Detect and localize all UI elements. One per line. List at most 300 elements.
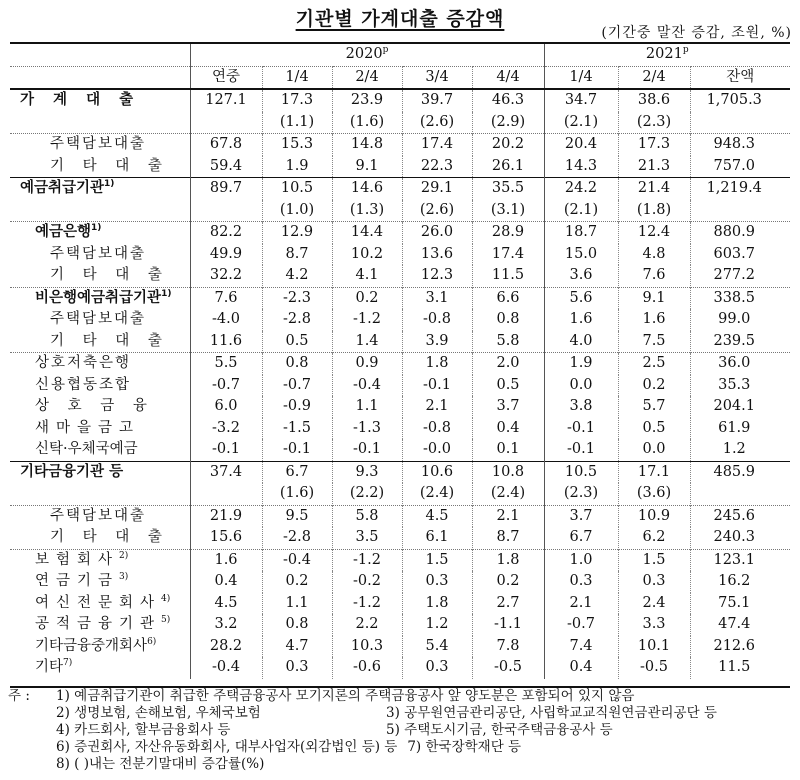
table-row — [10, 156, 790, 178]
cell-value: 12.4 — [618, 222, 690, 244]
col-annual: 연중 — [190, 66, 262, 89]
cell-value: 59.4 — [190, 156, 262, 178]
cell-value: -1.2 — [332, 549, 402, 571]
cell-value: 1.5 — [402, 549, 472, 571]
cell-value: 1.6 — [190, 549, 262, 571]
cell-value: 4.2 — [262, 265, 332, 287]
cell-value: 21.9 — [190, 505, 262, 527]
col-2020-q2: 2/4 — [332, 66, 402, 89]
cell-value: 0.5 — [262, 331, 332, 353]
cell-value: 6.1 — [402, 527, 472, 549]
header-blank — [10, 43, 190, 66]
cell-value: 39.7 — [402, 89, 472, 112]
cell-value: 28.2 — [190, 636, 262, 658]
row-label: 기 타 대 출 — [50, 157, 169, 174]
cell-value: 11.6 — [190, 331, 262, 353]
cell-value: 24.2 — [544, 178, 618, 200]
cell-value: 10.9 — [618, 505, 690, 527]
cell-value: 37.4 — [190, 461, 262, 483]
cell-value: 17.3 — [618, 134, 690, 156]
table-row — [10, 134, 790, 156]
cell-value: -0.4 — [262, 549, 332, 571]
cell-value: 32.2 — [190, 265, 262, 287]
cell-value: 0.3 — [544, 571, 618, 593]
cell-value: 0.2 — [618, 375, 690, 397]
cell-value: 9.3 — [332, 461, 402, 483]
cell-growth-rate: (2.6) — [402, 200, 472, 222]
cell-value: 11.5 — [472, 265, 544, 287]
cell-value: 1.9 — [544, 353, 618, 375]
table-row — [10, 549, 790, 571]
cell-value: 10.8 — [472, 461, 544, 483]
cell-growth-rate: (3.6) — [618, 483, 690, 505]
cell-value: 1.5 — [618, 549, 690, 571]
cell-value: 5.6 — [544, 287, 618, 309]
cell-value: -1.1 — [472, 614, 544, 636]
cell-value: 245.6 — [690, 505, 790, 527]
cell-value: 21.4 — [618, 178, 690, 200]
cell-value: -2.8 — [262, 309, 332, 331]
table-row — [10, 571, 790, 593]
cell-value: 3.2 — [190, 614, 262, 636]
cell-value: 14.3 — [544, 156, 618, 178]
cell-value: 0.0 — [618, 439, 690, 461]
footnote-7: 7) 한국장학재단 등 — [407, 739, 522, 755]
cell-value: 0.8 — [262, 614, 332, 636]
cell-value: 15.6 — [190, 527, 262, 549]
cell-value: 75.1 — [690, 593, 790, 615]
cell-value: 5.8 — [472, 331, 544, 353]
cell-growth-rate: (2.2) — [332, 483, 402, 505]
table-row — [10, 178, 790, 200]
cell-value: 127.1 — [190, 89, 262, 112]
cell-value: 277.2 — [690, 265, 790, 287]
cell-value: -1.2 — [332, 593, 402, 615]
cell-value: 6.2 — [618, 527, 690, 549]
row-label: 상호저축은행 — [10, 353, 190, 375]
footnote-2: 2) 생명보험, 손해보험, 우체국보험 — [56, 705, 261, 721]
cell-value: 948.3 — [690, 134, 790, 156]
row-label: 예금취급기관$^{1)}$ — [10, 178, 190, 200]
cell-value: -0.6 — [332, 657, 402, 679]
table-row — [10, 309, 790, 331]
cell-value: -0.8 — [402, 418, 472, 440]
cell-value: -0.8 — [402, 309, 472, 331]
cell-value: -0.5 — [472, 657, 544, 679]
table-row — [10, 396, 790, 418]
cell-value: -0.1 — [402, 375, 472, 397]
cell-value: 1.4 — [332, 331, 402, 353]
cell-growth-rate: (1.6) — [262, 483, 332, 505]
row-label: 기 타 대 출 — [50, 332, 169, 349]
cell-value: 99.0 — [690, 309, 790, 331]
cell-value: 2.1 — [544, 593, 618, 615]
col-2021-q1: 1/4 — [544, 66, 618, 89]
cell-value: 1.0 — [544, 549, 618, 571]
cell-value: 204.1 — [690, 396, 790, 418]
cell-value: -0.0 — [402, 439, 472, 461]
cell-value: 2.1 — [402, 396, 472, 418]
row-label: 연금기금$^{3)}$ — [35, 572, 129, 589]
cell-value: 26.0 — [402, 222, 472, 244]
row-label: 기 타 대 출 — [50, 267, 169, 283]
cell-value: 5.4 — [402, 636, 472, 658]
cell-value: -0.1 — [544, 418, 618, 440]
cell-value: 2.4 — [618, 593, 690, 615]
row-label: 예금은행$^{1)}$ — [10, 222, 190, 244]
cell-value: 35.3 — [690, 375, 790, 397]
cell-value: 1,705.3 — [690, 89, 790, 112]
cell-value: -0.1 — [190, 439, 262, 461]
table-row — [10, 353, 790, 375]
footnote-6: 6) 증권회사, 자산유동화회사, 대부사업자(외감법인 등) 등 — [56, 739, 398, 755]
cell-growth-rate: (2.3) — [544, 483, 618, 505]
row-label: 기 타 대 출 — [50, 529, 169, 545]
cell-value: 5.8 — [332, 505, 402, 527]
footnote-ref: 1) — [161, 288, 172, 299]
cell-value: 0.3 — [402, 657, 472, 679]
cell-growth-rate: (2.4) — [402, 483, 472, 505]
cell-value: 1.6 — [544, 309, 618, 331]
cell-value: 0.2 — [472, 571, 544, 593]
cell-value: 1.9 — [262, 156, 332, 178]
growth-rate-row — [10, 112, 790, 134]
header-year-row — [10, 43, 790, 66]
cell-value: 0.3 — [262, 657, 332, 679]
footnote-ref: 2) — [119, 550, 129, 561]
cell-value: -0.9 — [262, 396, 332, 418]
table-row — [10, 636, 790, 658]
footnote-ref: 4) — [161, 593, 171, 604]
cell-value: 0.0 — [544, 375, 618, 397]
cell-value: 0.5 — [472, 375, 544, 397]
cell-value: 20.4 — [544, 134, 618, 156]
cell-value: 3.5 — [332, 527, 402, 549]
header-year-2020: 2020$^p$ — [190, 43, 544, 66]
cell-value: 3.6 — [544, 265, 618, 287]
household-loan-table — [10, 42, 790, 679]
cell-value: -0.2 — [332, 571, 402, 593]
cell-value: 61.9 — [690, 418, 790, 440]
cell-growth-rate: (1.3) — [332, 200, 402, 222]
footnote-5: 5) 주택도시기금, 한국주택금융공사 등 — [386, 722, 613, 738]
cell-value: 9.1 — [618, 287, 690, 309]
table-row — [10, 89, 790, 112]
cell-value: 12.9 — [262, 222, 332, 244]
cell-value: 47.4 — [690, 614, 790, 636]
cell-value: 15.3 — [262, 134, 332, 156]
footnote-ref: 5) — [161, 615, 171, 625]
row-label: 여신전문회사$^{4)}$ — [35, 593, 171, 611]
cell-value: 20.2 — [472, 134, 544, 156]
cell-value: 38.6 — [618, 89, 690, 112]
cell-value: 13.6 — [402, 244, 472, 266]
cell-value: -0.5 — [618, 657, 690, 679]
row-label: 주택담보대출 — [50, 245, 147, 262]
row-label: 공적금융기관$^{5)}$ — [35, 615, 171, 632]
cell-value: 7.6 — [618, 265, 690, 287]
table-row — [10, 418, 790, 440]
cell-value: 8.7 — [472, 527, 544, 549]
cell-value: -0.1 — [332, 439, 402, 461]
cell-value: 2.1 — [472, 505, 544, 527]
cell-value: 15.0 — [544, 244, 618, 266]
cell-value: 2.7 — [472, 593, 544, 615]
cell-value: 0.8 — [262, 353, 332, 375]
cell-growth-rate: (2.4) — [472, 483, 544, 505]
footnote-ref: 3) — [119, 572, 129, 582]
table-row — [10, 505, 790, 527]
cell-value: 4.5 — [190, 593, 262, 615]
cell-growth-rate: (1.0) — [262, 200, 332, 222]
cell-value: 3.9 — [402, 331, 472, 353]
cell-value: 12.3 — [402, 265, 472, 287]
footnote-ref: 6) — [147, 636, 157, 647]
cell-value: 29.1 — [402, 178, 472, 200]
cell-value: 3.3 — [618, 614, 690, 636]
table-row — [10, 331, 790, 353]
cell-value: 338.5 — [690, 287, 790, 309]
cell-growth-rate: (2.1) — [544, 200, 618, 222]
table-row — [10, 614, 790, 636]
table-row — [10, 439, 790, 461]
cell-value: 0.4 — [472, 418, 544, 440]
table-row — [10, 657, 790, 679]
row-label: 주택담보대출 — [10, 505, 190, 527]
cell-value: 5.7 — [618, 396, 690, 418]
footnote-4: 4) 카드회사, 할부금융회사 등 — [56, 722, 231, 738]
row-label: 주택담보대출 — [50, 311, 147, 327]
col-2020-q4: 4/4 — [472, 66, 544, 89]
cell-growth-rate: (3.1) — [472, 200, 544, 222]
col-2020-q3: 3/4 — [402, 66, 472, 89]
cell-value: 6.7 — [262, 461, 332, 483]
row-label: 비은행예금취급기관$^{1)}$ — [10, 287, 190, 309]
cell-value: 0.2 — [262, 571, 332, 593]
cell-value: 8.7 — [262, 244, 332, 266]
cell-value: -2.3 — [262, 287, 332, 309]
cell-value: 7.6 — [190, 287, 262, 309]
cell-value: 82.2 — [190, 222, 262, 244]
growth-rate-row — [10, 483, 790, 505]
cell-value: -1.3 — [332, 418, 402, 440]
cell-value: 23.9 — [332, 89, 402, 112]
footnote-ref: 1) — [104, 179, 115, 189]
cell-value: 22.3 — [402, 156, 472, 178]
cell-growth-rate: (2.6) — [402, 112, 472, 134]
cell-value: 0.9 — [332, 353, 402, 375]
cell-value: -0.4 — [332, 375, 402, 397]
footnote-3: 3) 공무원연금관리공단, 사립학교교직원연금관리공단 등 — [386, 705, 717, 721]
table-row — [10, 244, 790, 266]
cell-value: 1.8 — [402, 353, 472, 375]
cell-value: 603.7 — [690, 244, 790, 266]
cell-value: 21.3 — [618, 156, 690, 178]
cell-value: 2.0 — [472, 353, 544, 375]
cell-value: 10.5 — [262, 178, 332, 200]
cell-value: 0.4 — [544, 657, 618, 679]
footnote-1: 1) 예금취급기관이 취급한 주택금융공사 모기지론의 주택금융공사 앞 양도분은 포함되어 있지 않음 — [56, 688, 635, 704]
col-balance: 잔액 — [690, 66, 790, 89]
cell-value: 10.6 — [402, 461, 472, 483]
cell-value: 1.1 — [332, 396, 402, 418]
cell-value: -1.5 — [262, 418, 332, 440]
cell-value: 485.9 — [690, 461, 790, 483]
cell-growth-rate: (2.9) — [472, 112, 544, 134]
cell-growth-rate — [690, 200, 790, 222]
cell-value: 9.1 — [332, 156, 402, 178]
cell-value: 14.8 — [332, 134, 402, 156]
cell-value: 1.2 — [402, 614, 472, 636]
cell-value: 17.3 — [262, 89, 332, 112]
cell-value: 35.5 — [472, 178, 544, 200]
header-period-row — [10, 66, 790, 89]
cell-value: 1.1 — [262, 593, 332, 615]
cell-value: 3.7 — [472, 396, 544, 418]
cell-value: 17.4 — [402, 134, 472, 156]
cell-value: 67.8 — [190, 134, 262, 156]
cell-value: 4.5 — [402, 505, 472, 527]
table-row — [10, 375, 790, 397]
cell-value: -0.7 — [544, 614, 618, 636]
title-text: 기관별 가계대출 증감액 — [295, 8, 505, 30]
cell-value: 757.0 — [690, 156, 790, 178]
cell-value: -4.0 — [190, 309, 262, 331]
cell-growth-rate — [190, 112, 262, 134]
cell-value: 4.1 — [332, 265, 402, 287]
cell-growth-rate — [690, 483, 790, 505]
cell-value: 17.4 — [472, 244, 544, 266]
cell-value: 5.5 — [190, 353, 262, 375]
cell-value: 3.8 — [544, 396, 618, 418]
cell-value: 240.3 — [690, 527, 790, 549]
cell-value: 7.8 — [472, 636, 544, 658]
cell-value: 14.4 — [332, 222, 402, 244]
cell-value: 123.1 — [690, 549, 790, 571]
cell-growth-rate — [690, 112, 790, 134]
footnotes — [8, 688, 798, 773]
cell-value: 1,219.4 — [690, 178, 790, 200]
cell-value: -0.7 — [262, 375, 332, 397]
cell-value: 10.5 — [544, 461, 618, 483]
row-label: 상 호 금 융 — [35, 398, 154, 414]
table-row — [10, 461, 790, 483]
row-label: 신용협동조합 — [35, 376, 132, 393]
cell-growth-rate: (1.6) — [332, 112, 402, 134]
cell-value: -3.2 — [190, 418, 262, 440]
row-label: 가 계 대 출 — [20, 92, 141, 108]
row-label: 기타금융중개회사$^{6)}$ — [35, 636, 157, 654]
row-label: 신탁·우체국예금 — [35, 441, 138, 457]
cell-value: -0.7 — [190, 375, 262, 397]
unit-note: (기간중 말잔 증감, 조원, %) — [601, 25, 792, 41]
cell-value: -1.2 — [332, 309, 402, 331]
cell-value: 10.2 — [332, 244, 402, 266]
cell-value: 7.5 — [618, 331, 690, 353]
cell-value: 3.1 — [402, 287, 472, 309]
cell-value: 16.2 — [690, 571, 790, 593]
cell-value: 7.4 — [544, 636, 618, 658]
cell-value: 239.5 — [690, 331, 790, 353]
footnote-ref: 7) — [63, 658, 73, 668]
cell-value: 0.3 — [402, 571, 472, 593]
cell-growth-rate: (1.1) — [262, 112, 332, 134]
cell-value: 11.5 — [690, 657, 790, 679]
table-row — [10, 265, 790, 287]
col-2020-q1: 1/4 — [262, 66, 332, 89]
cell-value: 49.9 — [190, 244, 262, 266]
cell-value: 34.7 — [544, 89, 618, 112]
cell-value: 0.4 — [190, 571, 262, 593]
cell-value: -0.1 — [262, 439, 332, 461]
cell-value: 6.0 — [190, 396, 262, 418]
cell-growth-rate: (1.8) — [618, 200, 690, 222]
table-row — [10, 287, 790, 309]
row-label: 기타$^{7)}$ — [35, 658, 73, 675]
row-label: 새마을금고 — [35, 419, 141, 436]
row-label: 주택담보대출 — [10, 134, 190, 156]
header-year-2021: 2021$^p$ — [544, 43, 790, 66]
cell-growth-rate: (2.1) — [544, 112, 618, 134]
cell-growth-rate — [190, 483, 262, 505]
footnote-ref: 1) — [91, 223, 102, 233]
cell-growth-rate — [190, 200, 262, 222]
cell-value: -2.8 — [262, 527, 332, 549]
table-row — [10, 593, 790, 615]
row-label: 보험회사$^{2)}$ — [10, 549, 190, 571]
table-row — [10, 222, 790, 244]
cell-value: 14.6 — [332, 178, 402, 200]
cell-value: 18.7 — [544, 222, 618, 244]
cell-value: 46.3 — [472, 89, 544, 112]
cell-value: 1.8 — [402, 593, 472, 615]
cell-value: 1.6 — [618, 309, 690, 331]
col-2021-q2: 2/4 — [618, 66, 690, 89]
cell-value: 4.0 — [544, 331, 618, 353]
cell-value: 0.3 — [618, 571, 690, 593]
cell-value: 2.5 — [618, 353, 690, 375]
cell-value: 1.8 — [472, 549, 544, 571]
table-row — [10, 527, 790, 549]
cell-value: -0.1 — [544, 439, 618, 461]
cell-value: 89.7 — [190, 178, 262, 200]
cell-value: -0.4 — [190, 657, 262, 679]
cell-value: 28.9 — [472, 222, 544, 244]
cell-value: 6.6 — [472, 287, 544, 309]
footnote-8: 8) ( )내는 전분기말대비 증감률(%) — [56, 756, 265, 772]
cell-value: 880.9 — [690, 222, 790, 244]
cell-value: 36.0 — [690, 353, 790, 375]
row-label: 기타금융기관 등 — [10, 461, 190, 483]
cell-value: 17.1 — [618, 461, 690, 483]
cell-value: 0.1 — [472, 439, 544, 461]
cell-value: 4.7 — [262, 636, 332, 658]
cell-value: 1.2 — [690, 439, 790, 461]
cell-value: 0.8 — [472, 309, 544, 331]
cell-value: 26.1 — [472, 156, 544, 178]
footnote-lead: 주 : — [8, 688, 30, 704]
cell-value: 10.3 — [332, 636, 402, 658]
cell-value: 2.2 — [332, 614, 402, 636]
cell-value: 212.6 — [690, 636, 790, 658]
cell-value: 0.2 — [332, 287, 402, 309]
cell-value: 6.7 — [544, 527, 618, 549]
cell-value: 9.5 — [262, 505, 332, 527]
growth-rate-row — [10, 200, 790, 222]
cell-value: 4.8 — [618, 244, 690, 266]
cell-value: 10.1 — [618, 636, 690, 658]
cell-value: 0.5 — [618, 418, 690, 440]
